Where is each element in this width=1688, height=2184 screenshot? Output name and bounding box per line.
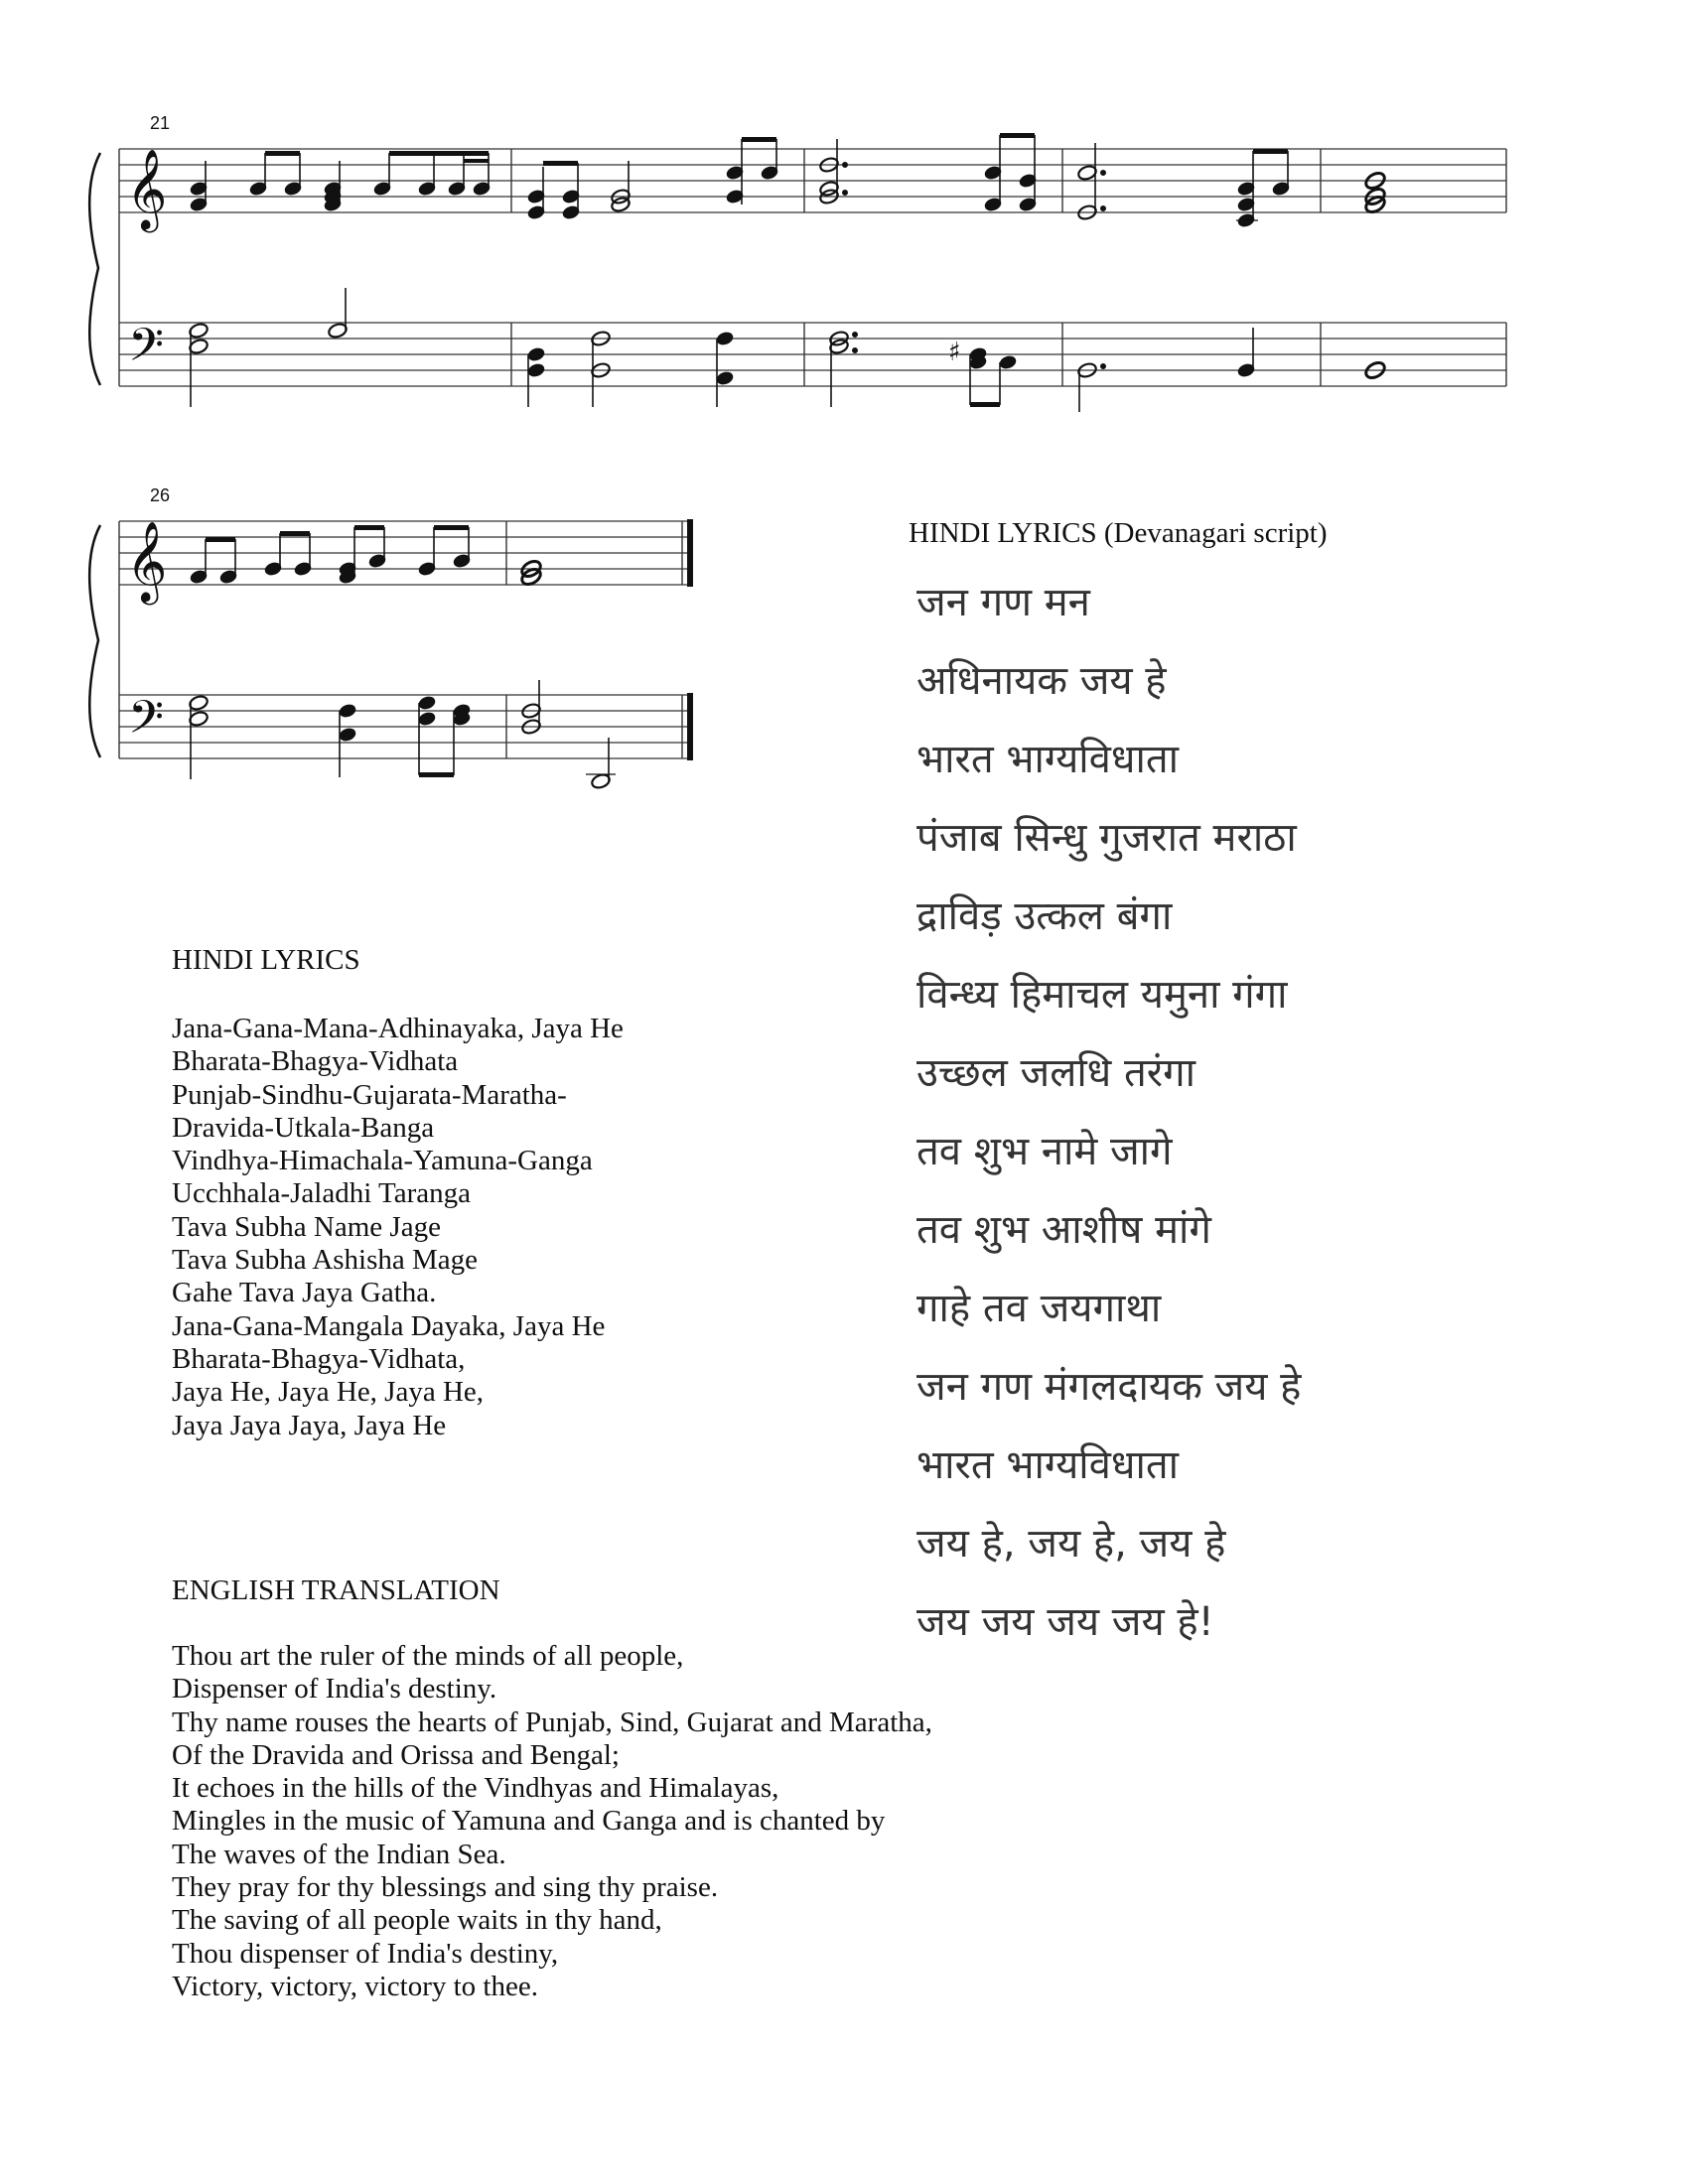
lyric-line: भारत भाग्यविधाता [916,737,1179,782]
bass-notes [188,288,1386,412]
bass-clef-icon: 𝄢 [128,319,165,383]
devanagari-heading: HINDI LYRICS (Devanagari script) [909,517,1328,549]
translation-line: The saving of all people waits in thy hand, [172,1904,662,1937]
lyric-line: Vindhya-Himachala-Yamuna-Ganga [172,1145,593,1177]
translation-line: It echoes in the hills of the Vindhyas and Himalayas, [172,1772,779,1805]
translation-line: Of the Dravida and Orissa and Bengal; [172,1738,620,1771]
treble-clef-icon: 𝄞 [126,520,168,602]
lyric-line: जन गण मन [916,580,1090,625]
lyric-line: Punjab-Sindhu-Gujarata-Maratha- [172,1078,567,1111]
bass-notes [188,680,616,790]
lyric-line: तव शुभ आशीष मांगे [916,1207,1211,1253]
brace [89,153,100,385]
lyric-line: तव शुभ नामे जागे [916,1129,1173,1174]
lyric-line: जन गण मंगलदायक जय हे [916,1364,1302,1410]
lyric-line: Jana-Gana-Mangala Dayaka, Jaya He [172,1309,606,1342]
sheet-music-staff-system-2 [84,481,720,799]
lyric-line: जय हे, जय हे, जय हे [916,1521,1226,1567]
english-translation-text [172,1640,932,2003]
measure-number: 26 [150,485,171,505]
translation-line: They pray for thy blessings and sing thy praise. [172,1871,719,1904]
english-translation-heading: ENGLISH TRANSLATION [172,1574,500,1606]
lyric-line: Tava Subha Name Jage [172,1210,441,1243]
lyric-line: Dravida-Utkala-Banga [172,1111,435,1144]
translation-line: The waves of the Indian Sea. [172,1838,506,1870]
lyric-line: Jaya He, Jaya He, Jaya He, [172,1376,485,1409]
lyric-line: पंजाब सिन्धु गुजरात मराठा [916,815,1297,861]
translation-line: Thou dispenser of India's destiny, [172,1937,559,1970]
sheet-music-staff-system-1 [84,109,1514,427]
translation-line: Mingles in the music of Yamuna and Ganga and is chanted by [172,1805,886,1838]
hindi-romanized-lyrics [172,1013,624,1442]
lyric-line: द्राविड़ उत्कल बंगा [916,893,1173,939]
translation-line: Dispenser of India's destiny. [172,1673,497,1706]
lyric-line: जय जय जय जय हे! [916,1599,1214,1645]
music-system-2 [84,481,720,799]
hindi-lyrics-heading: HINDI LYRICS [172,944,360,976]
measure-number: 21 [150,113,171,133]
lyric-line: Bharata-Bhagya-Vidhata [172,1045,459,1078]
bass-clef-icon: 𝄢 [128,691,165,755]
treble-notes [190,525,543,588]
final-barline [687,519,693,760]
lyric-line: Bharata-Bhagya-Vidhata, [172,1342,466,1375]
translation-line: Thou art the ruler of the minds of all people, [172,1640,684,1672]
lyric-line: Jana-Gana-Mana-Adhinayaka, Jaya He [172,1013,624,1044]
music-system-1 [84,109,1514,427]
devanagari-lyrics [916,564,1301,1662]
lyric-line: Gahe Tava Jaya Gatha. [172,1277,437,1309]
barlines [119,149,1506,386]
lyric-line: गाहे तव जयगाथा [916,1286,1162,1331]
svg-text:♯: ♯ [948,338,961,367]
lyric-line: विन्ध्य हिमाचल यमुना गंगा [916,972,1288,1018]
brace [89,525,100,757]
lyric-line: उच्छल जलधि तरंगा [916,1050,1196,1096]
translation-line: Thy name rouses the hearts of Punjab, Sind, Gujarat and Maratha, [172,1706,932,1738]
lyric-line: अधिनायक जय हे [916,658,1167,704]
lyric-line: Jaya Jaya Jaya, Jaya He [172,1409,447,1441]
lyric-line: Ucchhala-Jaladhi Taranga [172,1177,471,1210]
translation-line: Victory, victory, victory to thee. [172,1970,538,2002]
lyric-line: भारत भाग्यविधाता [916,1442,1179,1488]
bass-staff [119,323,1506,386]
lyric-line: Tava Subha Ashisha Mage [172,1244,479,1277]
treble-clef-icon: 𝄞 [126,148,168,229]
